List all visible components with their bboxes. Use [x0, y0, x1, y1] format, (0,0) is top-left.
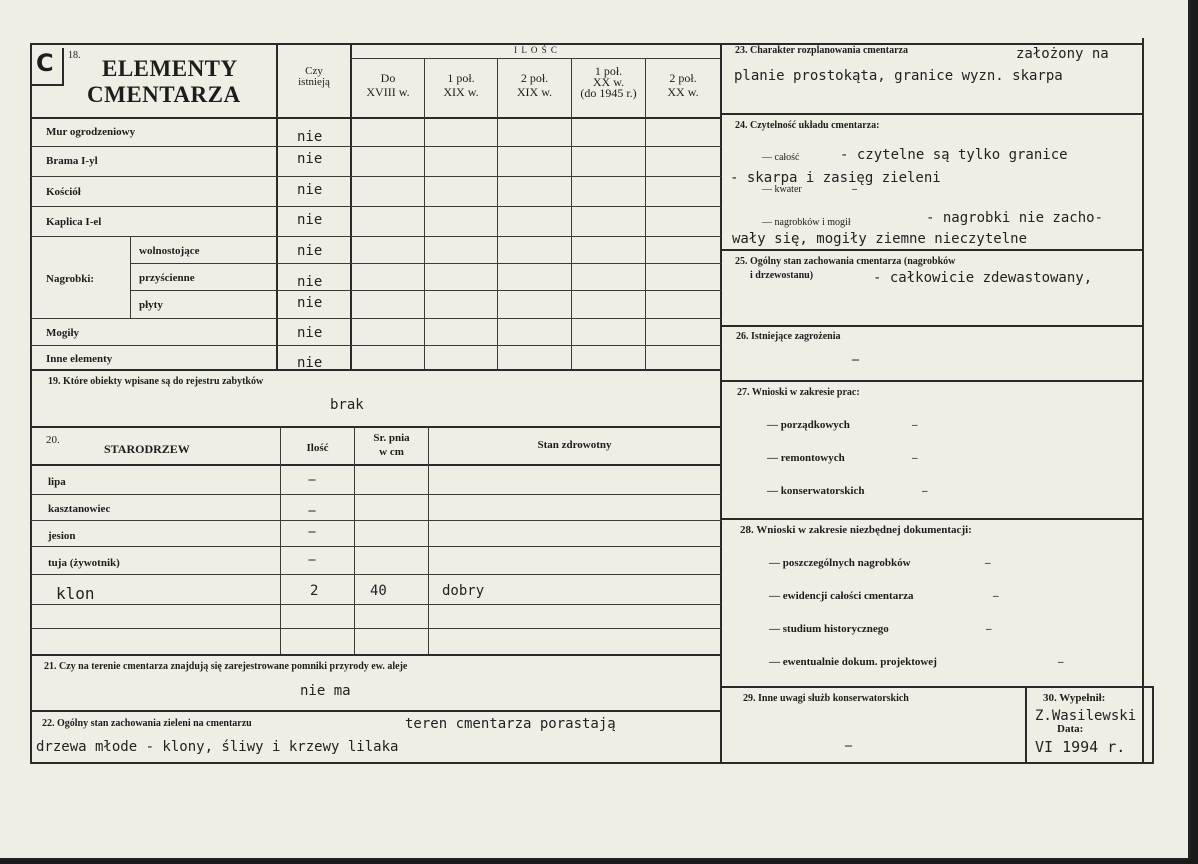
ilosc-col-header: [572, 66, 645, 99]
section-27-item-value: –: [922, 485, 928, 497]
czy-istnieja-header: [278, 66, 350, 88]
element-value-plyty: nie: [297, 295, 323, 311]
filled-by-name: Z.Wasilewski: [1035, 708, 1137, 724]
element-value-przyscienne: nie: [297, 274, 323, 290]
ilosc-col-header: [498, 73, 571, 98]
section-24-label: 24. Czytelność układu cmentarza:: [735, 120, 880, 131]
ilosc-col-line: XIX w.: [443, 85, 479, 99]
section-28-item-label: — studium historycznego: [769, 623, 889, 635]
tree-ilosc: –: [308, 552, 316, 567]
section-24-calosc-value2: - skarpa i zasięg zieleni: [730, 170, 941, 186]
ilosc-col-header: [425, 73, 497, 98]
section-28-item-value: –: [993, 590, 999, 602]
ilosc-col-line: XX w.: [667, 85, 699, 99]
element-value-kaplica: nie: [297, 212, 323, 228]
starodrzew-col-stan: Stan zdrowotny: [537, 439, 612, 451]
section-29-label: 29. Inne uwagi służb konserwatorskich: [743, 693, 909, 704]
section-25-value: - całkowicie zdewastowany,: [873, 270, 1093, 286]
element-value-wolnostojace: nie: [297, 243, 323, 259]
element-label-wolnostojace: wolnostojące: [139, 245, 200, 257]
section-28-label: 28. Wnioski w zakresie niezbędnej dokumentacji:: [740, 524, 972, 536]
section-22-value-line1: teren cmentarza porastają: [405, 716, 616, 732]
section-28-item-label: — ewidencji całości cmentarza: [769, 590, 914, 602]
section-21-value: nie ma: [300, 683, 351, 699]
element-value-inne: nie: [297, 355, 323, 371]
element-label-przyscienne: przyścienne: [139, 272, 195, 284]
section-28-item-value: –: [985, 557, 991, 569]
ilosc-col-line: 2 poł.: [669, 71, 697, 85]
element-label-brama: Brama I-yl: [46, 155, 98, 167]
section-27-label: 27. Wnioski w zakresie prac:: [737, 387, 860, 398]
ilosc-col-line: 1 poł.: [594, 64, 623, 78]
tree-sr: 40: [370, 583, 387, 599]
ilosc-col-line: XX w.: [592, 75, 625, 89]
section-18-title-line1: ELEMENTY: [102, 56, 238, 81]
section-27-item-value: –: [912, 452, 918, 464]
section-21-label: 21. Czy na terenie cmentarza znajdują się zarejestrowane pomniki przyrody ew. aleje: [44, 661, 408, 672]
ilosc-col-header: [646, 73, 720, 98]
starodrzew-col-ilosc: Ilość: [306, 442, 329, 454]
ilosc-col-line: XVIII w.: [366, 85, 410, 99]
tree-name: lipa: [48, 476, 66, 488]
section-19-value: brak: [330, 397, 364, 413]
section-27-item-label: — remontowych: [767, 452, 845, 464]
section-22-label: 22. Ogólny stan zachowania zieleni na cmentarzu: [42, 718, 252, 729]
element-label-kaplica: Kaplica I-el: [46, 216, 102, 228]
section-28-item-label: — poszczególnych nagrobków: [769, 557, 911, 569]
tree-name: jesion: [48, 530, 76, 542]
section-25-label-line1: 25. Ogólny stan zachowania cmentarza (nagrobków: [735, 256, 956, 267]
ilosc-col-line: (do 1945 r.): [580, 86, 637, 100]
section-23-label: 23. Charakter rozplanowania cmentarza: [735, 45, 908, 56]
czy-istnieja-line2: istnieją: [298, 76, 330, 88]
section-30-label: 30. Wypełnił:: [1043, 692, 1106, 704]
section-25-label-line2: i drzewostanu): [750, 270, 814, 281]
tree-name: kasztanowiec: [48, 503, 111, 515]
starodrzew-col-sr-line2: w cm: [379, 446, 404, 458]
section-28-item-label: — ewentualnie dokum. projektowej: [769, 656, 937, 668]
element-value-kosciol: nie: [297, 182, 323, 198]
section-29-value: –: [845, 738, 852, 753]
section-24-nagrobkow-value: - nagrobki nie zacho-: [926, 210, 1104, 226]
element-value-brama: nie: [297, 151, 323, 167]
section-23-value-line1: założony na: [1016, 46, 1109, 62]
tree-stan: dobry: [442, 583, 485, 599]
section-23-value-line2: planie prostokąta, granice wyzn. skarpa: [734, 68, 1063, 84]
tree-ilosc: –: [308, 503, 316, 518]
filled-date: VI 1994 r.: [1035, 738, 1126, 756]
element-label-plyty: płyty: [139, 299, 163, 311]
section-28-item-value: –: [1058, 656, 1064, 668]
element-label-mogily: Mogiły: [46, 327, 79, 339]
ilosc-header: I L O Ś C: [514, 45, 558, 55]
tree-ilosc: 2: [310, 583, 319, 599]
tree-ilosc: –: [308, 472, 316, 487]
section-26-label: 26. Istniejące zagrożenia: [736, 331, 841, 342]
starodrzew-col-sr-line1: Sr. pnia: [373, 432, 410, 444]
element-value-mur: nie: [297, 129, 323, 145]
section-24-kwater-value: –: [852, 184, 857, 195]
section-24-calosc-value: - czytelne są tylko granice: [840, 147, 1068, 163]
section-24-nagrobkow-value2: wały się, mogiły ziemne nieczytelne: [732, 231, 1028, 247]
section-18-title-line2: CMENTARZA: [87, 82, 241, 107]
ilosc-col-line: Do: [380, 71, 396, 85]
ilosc-col-line: 2 poł.: [520, 71, 549, 85]
tree-name: tuja (żywotnik): [48, 557, 120, 569]
card-letter: C: [36, 49, 54, 77]
section-20-number: 20.: [46, 434, 60, 446]
tree-name: klon: [56, 584, 95, 603]
ilosc-col-line: XIX w.: [516, 85, 553, 99]
date-label: Data:: [1057, 723, 1084, 735]
nagrobki-label: Nagrobki:: [46, 273, 95, 285]
section-26-value: –: [852, 352, 859, 367]
czy-istnieja-line1: Czy: [305, 65, 323, 77]
element-label-kosciol: Kościół: [46, 186, 81, 198]
element-label-inne: Inne elementy: [46, 353, 113, 365]
element-value-mogily: nie: [297, 325, 323, 341]
section-24-nagrobkow-label: — nagrobków i mogił: [762, 217, 851, 228]
section-24-calosc-label: — całość: [762, 152, 800, 163]
tree-ilosc: –: [308, 524, 316, 539]
section-27-item-value: –: [912, 419, 918, 431]
section-28-item-value: –: [986, 623, 992, 635]
starodrzew-col-sr: [355, 433, 428, 458]
starodrzew-title: STARODRZEW: [104, 442, 190, 456]
section-24-kwater-label: — kwater: [762, 184, 802, 195]
element-label-mur: Mur ogrodzeniowy: [46, 126, 136, 138]
section-18-number: 18.: [68, 50, 81, 61]
section-19-label: 19. Które obiekty wpisane są do rejestru zabytków: [48, 376, 264, 387]
ilosc-col-line: 1 poł.: [447, 71, 475, 85]
ilosc-col-header: [352, 73, 424, 98]
section-27-item-label: — porządkowych: [767, 419, 850, 431]
section-27-item-label: — konserwatorskich: [767, 485, 865, 497]
section-22-value-line2: drzewa młode - klony, śliwy i krzewy lilaka: [36, 739, 399, 755]
